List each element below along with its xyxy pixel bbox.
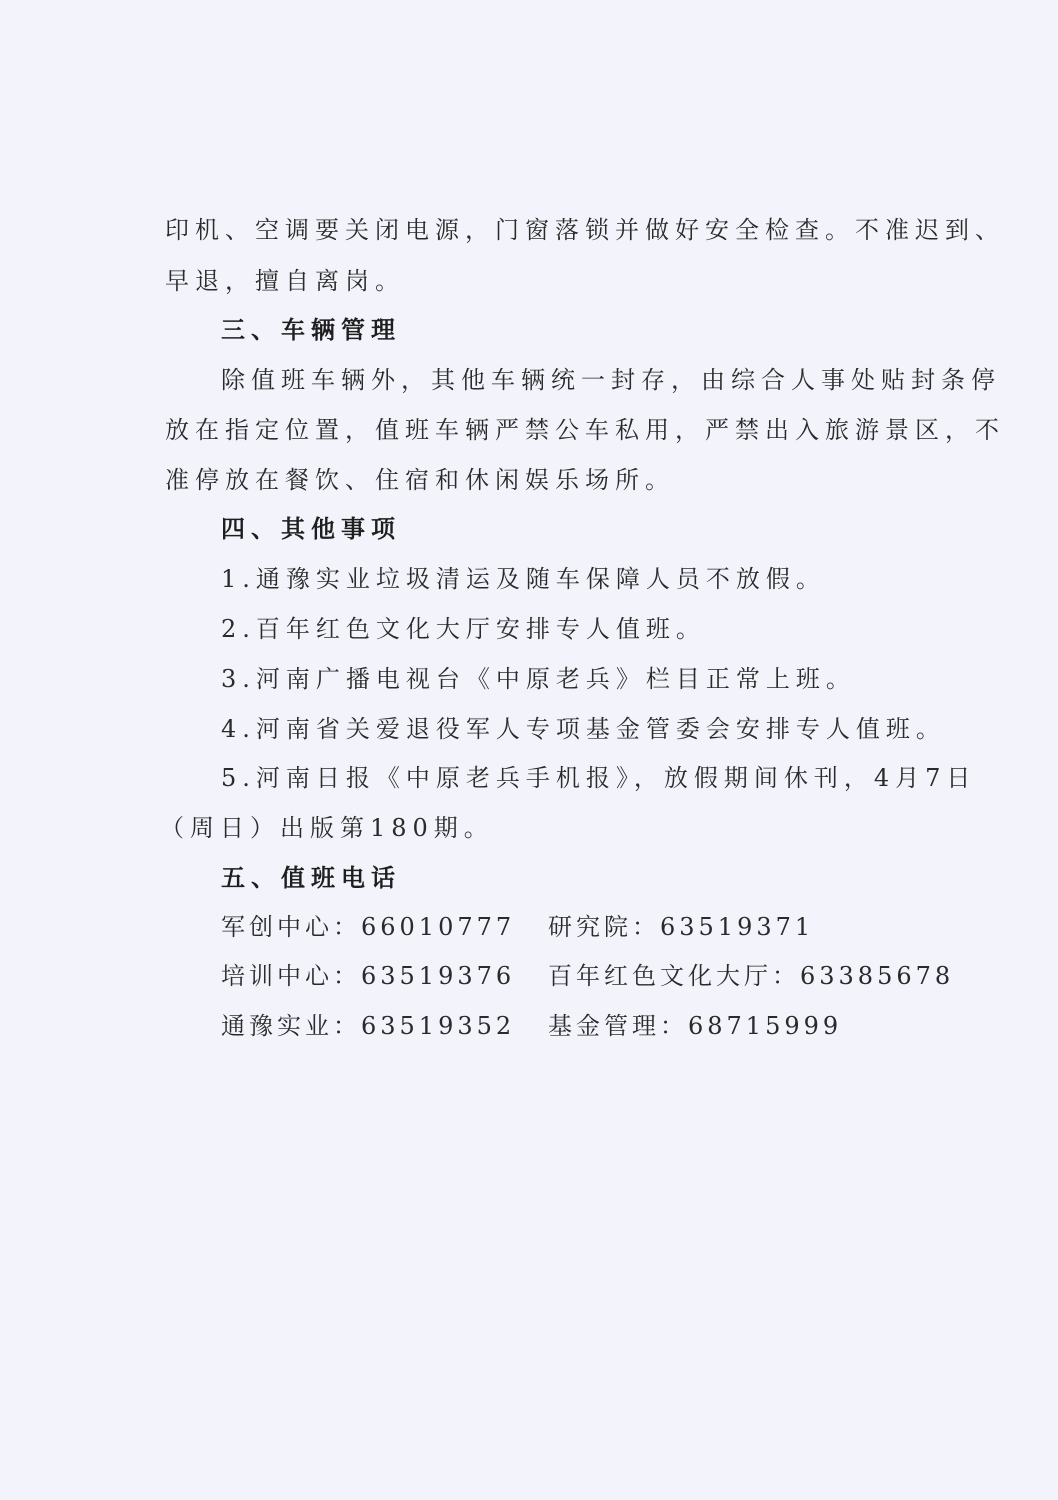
section4-item-2: 2.百年红色文化大厅安排专人值班。 bbox=[221, 615, 706, 643]
section4-item-3: 3.河南广播电视台《中原老兵》栏目正常上班。 bbox=[221, 665, 856, 693]
phone-yanjiuyuan: 研究院：63519371 bbox=[548, 913, 815, 941]
para1-line1: 印机、空调要关闭电源，门窗落锁并做好安全检查。不准迟到、 bbox=[165, 216, 1005, 244]
section4-item-5: 5.河南日报《中原老兵手机报》，放假期间休刊，4月7日 bbox=[221, 764, 977, 792]
phone-hongse-dating: 百年红色文化大厅：63385678 bbox=[548, 962, 955, 990]
section3-line2: 放在指定位置，值班车辆严禁公车私用，严禁出入旅游景区，不 bbox=[165, 416, 1005, 444]
phone-tongyu: 通豫实业：63519352 bbox=[221, 1012, 516, 1040]
phone-peixun: 培训中心：63519376 bbox=[221, 962, 516, 990]
section3-heading: 三、车辆管理 bbox=[221, 316, 401, 344]
phone-junchuang: 军创中心：66010777 bbox=[221, 913, 516, 941]
section4-item-5-cont: （周日）出版第180期。 bbox=[160, 814, 494, 842]
phone-jijin: 基金管理：68715999 bbox=[548, 1012, 843, 1040]
section4-item-1: 1.通豫实业垃圾清运及随车保障人员不放假。 bbox=[221, 565, 826, 593]
section5-heading: 五、值班电话 bbox=[221, 864, 401, 892]
para1-line2: 早退，擅自离岗。 bbox=[165, 267, 405, 295]
section3-line1: 除值班车辆外，其他车辆统一封存，由综合人事处贴封条停 bbox=[221, 366, 1001, 394]
section4-item-4: 4.河南省关爱退役军人专项基金管委会安排专人值班。 bbox=[221, 715, 946, 743]
section4-heading: 四、其他事项 bbox=[221, 515, 401, 543]
section3-line3: 准停放在餐饮、住宿和休闲娱乐场所。 bbox=[165, 466, 675, 494]
